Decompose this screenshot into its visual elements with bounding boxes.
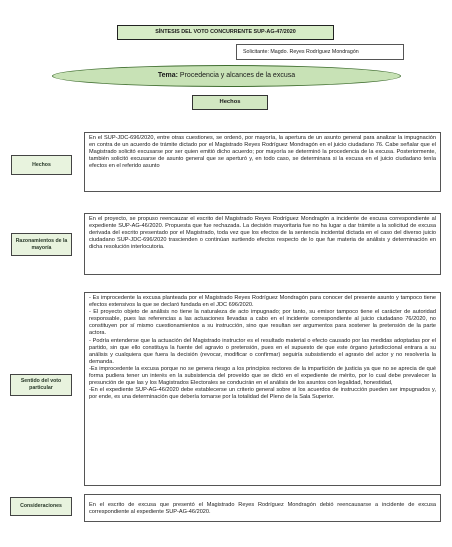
razonamientos-label: Razonamientos de la mayoría [11, 233, 72, 256]
hechos-content [84, 132, 441, 192]
sentido-paragraph: - El proyecto objeto de análisis no tiene la naturaleza de acto impugnado; por tanto, su emisor tampoco tiene el carácter de autoridad responsable, pues las referencias a las actuaciones llevadas a cabo en el incidente correspondiente al juicio ciudadano 76/2020, no constituyen por sí mismo cuestionamientos a su instrucción, sino que resultan ser argumentos para sostener la pretensión de la parte actora. [89, 309, 436, 337]
topic-label: Tema: [157, 72, 178, 79]
topic-banner [52, 65, 401, 87]
hechos-label: Hechos [11, 155, 72, 175]
applicant-box: Solicitante: Magdo. Reyes Rodríguez Mondragón [236, 44, 404, 60]
sentido-paragraph: - Es improcedente la excusa planteada por el Magistrado Reyes Rodríguez Mondragón para conocer del presente asunto y tampoco tiene efectos extensivos la que se declaró fundada en el JDC 696/2020. [89, 295, 436, 309]
sentido-paragraph: -En el expediente SUP-AG-46/2020 debe establecerse un criterio general sobre si los acuerdos de instrucción pueden ser impugnados y, por ende, es una determinación que debería tomarse por la totalidad del Pleno de la Sala Superior. [89, 387, 436, 401]
consideraciones-text: En el escrito de excusa que presentó el Magistrado Reyes Rodríguez Mondragón debió reencausarse a incidente de excusa correspondiente al expediente SUP-AG-46/2020. [89, 502, 436, 516]
sentido-paragraph: - Podría entenderse que la actuación del Magistrado instructor es el resultado material o efecto causado por las medidas adoptadas por el partido, sin que ello constituya la fuente del agravio o pretensión, pues en el supuesto de que este órgano jurisdiccional entrara a su análisis y cualquiera que fuera la decisión (revocar, modificar o confirmar) seguiría subsistiendo el agravio del actor y no resolvería la demanda. [89, 337, 436, 365]
sentido-label: Sentido del voto particular [10, 374, 72, 396]
hechos-text: En el SUP-JDC-696/2020, entre otras cuestiones, se ordenó, por mayoría, la apertura de un asunto general para analizar la impugnación en contra de un acuerdo de trámite dictado por el Magistrado Reyes Rodríguez Mondragón en el juicio ciudadano 76. Cabe señalar que el Magistrado solicitó excusarse por ser quien emitió dicho acuerdo; por mayoría se determinó la procedencia de la excusa. Posteriormente, también solicitó excusarse de asunto general que se aperturó y, en todo caso, se determinara si la excusa en el juicio ciudadano tenía efectos en el referido asunto [89, 135, 436, 170]
razonamientos-content [84, 213, 441, 275]
consideraciones-label: Consideraciones [10, 497, 72, 516]
topic-text: Procedencia y alcances de la excusa [177, 72, 296, 79]
hechos-heading: Hechos [192, 95, 268, 110]
razonamientos-text: En el proyecto, se propuso reencauzar el escrito del Magistrado Reyes Rodríguez Mondragón a incidente de excusa correspondiente al expediente SUP-AG-46/2020. Propuesta que fue rechazada. La decisión mayoritaria fue no ha lugar a dar trámite a la solicitud de excusa derivada del escrito presentado por el Magistrado, toda vez que los efectos de la sentencia incidental dictada en el caso del diverso juicio ciudadano SUP-JDC-696/2020 trascienden o continúan surtiendo efectos respecto de lo que fue materia de análisis y determinación en dicha resolución interlocutoria. [89, 216, 436, 251]
sentido-paragraph: -Es improcedente la excusa porque no se genera riesgo a los principios rectores de la impartición de justicia ya que no se aprecia de qué forma pudiera tener un interés en la subsistencia del proveído que se dictó en el expediente de mérito, por lo cual debe prevalecer la presunción de que las y los Magistrados Electorales se conducirán en el análisis de los asuntos con legalidad, honestidad, [89, 365, 436, 387]
sentido-content [84, 292, 441, 486]
document-title: SÍNTESIS DEL VOTO CONCURRENTE SUP-AG-47/2020 [117, 25, 334, 40]
consideraciones-content [84, 494, 441, 522]
